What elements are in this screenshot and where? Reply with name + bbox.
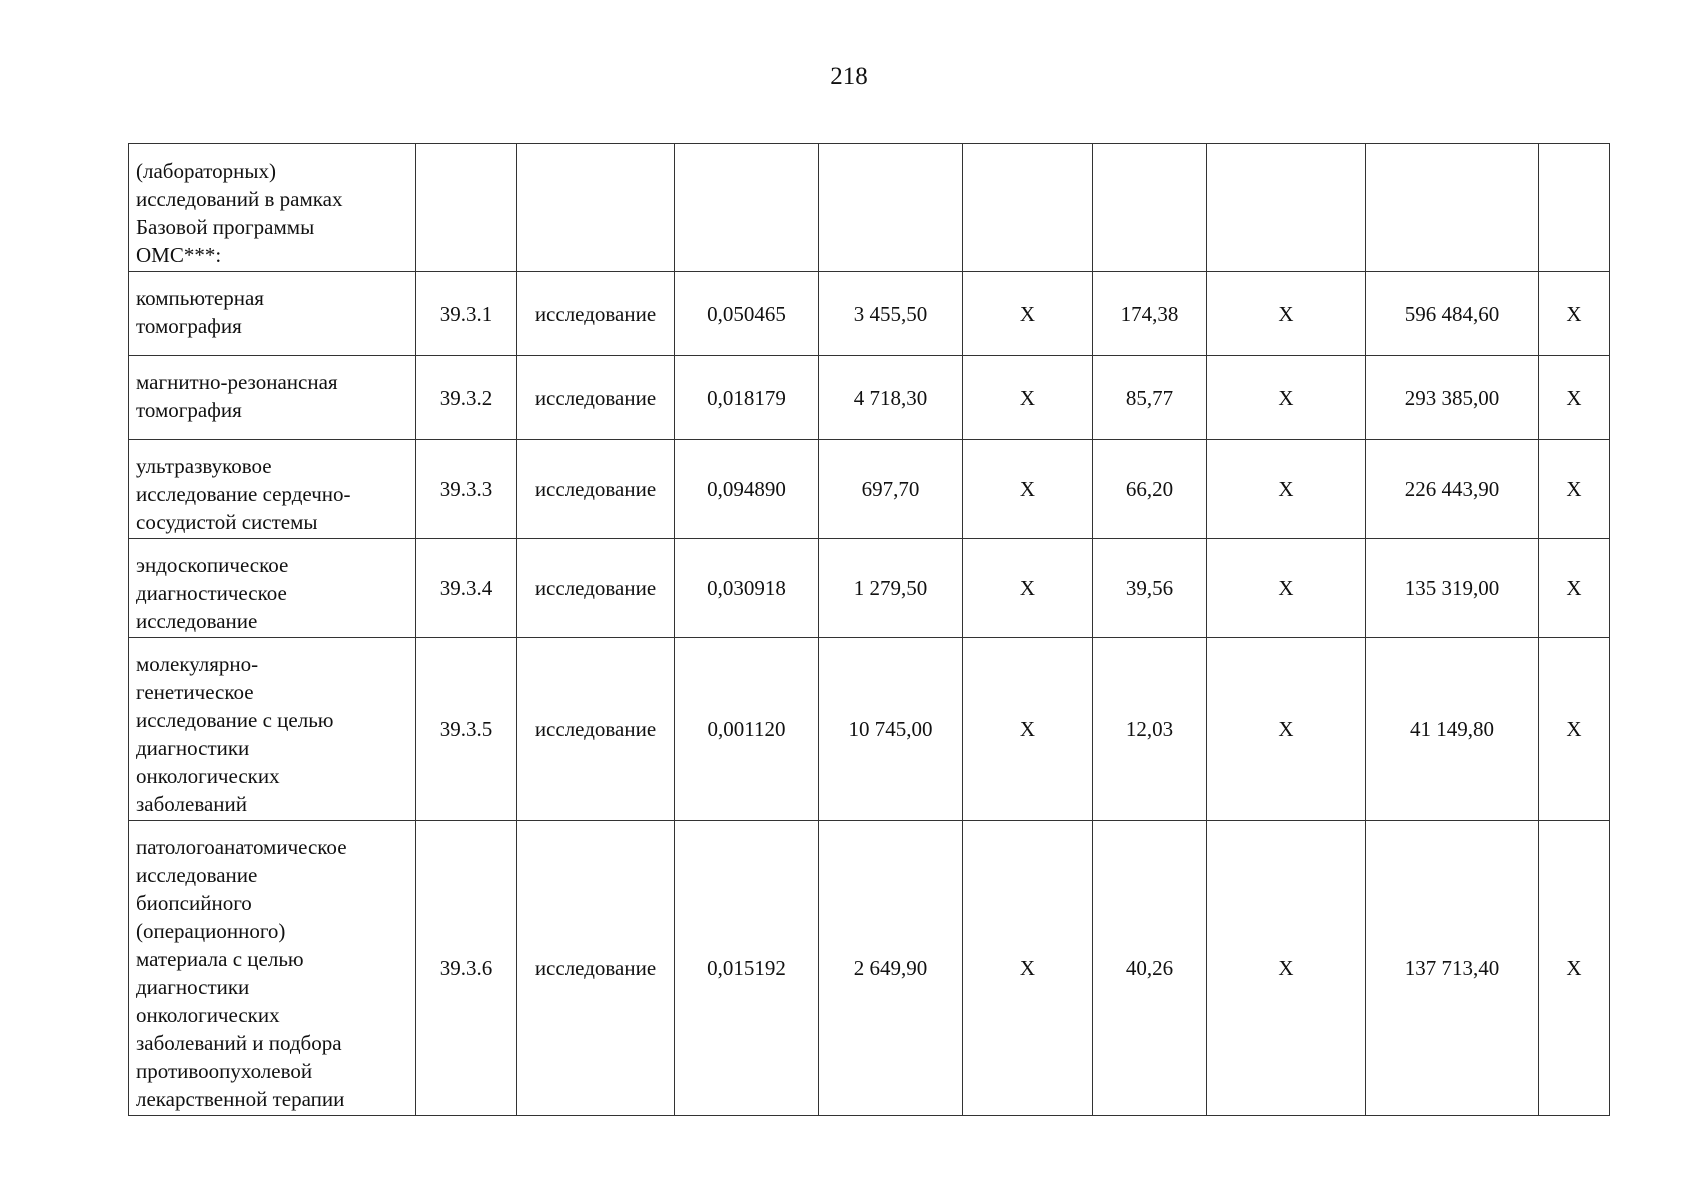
total-cost-cell: 135 319,00 <box>1366 539 1539 638</box>
x-mark-cell <box>1207 144 1366 272</box>
x-mark-cell: Х <box>1207 272 1366 356</box>
row-code-cell: 39.3.6 <box>416 821 517 1116</box>
row-code-cell: 39.3.3 <box>416 440 517 539</box>
x-mark-cell: Х <box>1539 638 1610 821</box>
volume-norm-cell: 0,001120 <box>675 638 819 821</box>
table-row <box>129 638 1610 821</box>
service-name-cell: компьютерная томография <box>129 272 416 356</box>
cost-per-unit-cell <box>819 144 963 272</box>
volume-norm-cell: 0,050465 <box>675 272 819 356</box>
unit-cell <box>517 144 675 272</box>
table-row <box>129 144 1610 272</box>
service-name-cell: магнитно-резонансная томография <box>129 356 416 440</box>
x-mark-cell: Х <box>963 821 1093 1116</box>
total-cost-cell: 41 149,80 <box>1366 638 1539 821</box>
table-row <box>129 272 1610 356</box>
total-cost-cell: 226 443,90 <box>1366 440 1539 539</box>
volume-norm-cell: 0,015192 <box>675 821 819 1116</box>
table-row <box>129 356 1610 440</box>
x-mark-cell: Х <box>1539 440 1610 539</box>
total-cost-cell: 293 385,00 <box>1366 356 1539 440</box>
x-mark-cell: Х <box>1207 440 1366 539</box>
x-mark-cell: Х <box>1539 272 1610 356</box>
x-mark-cell: Х <box>1207 356 1366 440</box>
cost-per-unit-cell: 697,70 <box>819 440 963 539</box>
x-mark-cell: Х <box>1539 539 1610 638</box>
per-capita-norm-cell: 12,03 <box>1093 638 1207 821</box>
cost-per-unit-cell: 10 745,00 <box>819 638 963 821</box>
x-mark-cell: Х <box>963 539 1093 638</box>
per-capita-norm-cell <box>1093 144 1207 272</box>
service-name-cell: (лабораторных) исследований в рамках Базовой программы ОМС***: <box>129 144 416 272</box>
page-number: 218 <box>830 63 868 90</box>
x-mark-cell: Х <box>963 356 1093 440</box>
x-mark-cell: Х <box>1207 821 1366 1116</box>
x-mark-cell: Х <box>1207 638 1366 821</box>
x-mark-cell: Х <box>1539 356 1610 440</box>
row-code-cell: 39.3.5 <box>416 638 517 821</box>
cost-per-unit-cell: 2 649,90 <box>819 821 963 1116</box>
service-name-cell: ультразвуковое исследование сердечно- сосудистой системы <box>129 440 416 539</box>
cost-per-unit-cell: 3 455,50 <box>819 272 963 356</box>
service-name-cell: молекулярно- генетическое исследование с целью диагностики онкологических заболеваний <box>129 638 416 821</box>
x-mark-cell <box>1539 144 1610 272</box>
total-cost-cell: 137 713,40 <box>1366 821 1539 1116</box>
volume-norm-cell: 0,030918 <box>675 539 819 638</box>
data-table <box>128 143 1610 1116</box>
per-capita-norm-cell: 85,77 <box>1093 356 1207 440</box>
service-name-cell: эндоскопическое диагностическое исследование <box>129 539 416 638</box>
table-row <box>129 821 1610 1116</box>
unit-cell: исследование <box>517 638 675 821</box>
row-code-cell <box>416 144 517 272</box>
x-mark-cell: Х <box>963 638 1093 821</box>
per-capita-norm-cell: 39,56 <box>1093 539 1207 638</box>
cost-per-unit-cell: 4 718,30 <box>819 356 963 440</box>
row-code-cell: 39.3.2 <box>416 356 517 440</box>
total-cost-cell: 596 484,60 <box>1366 272 1539 356</box>
volume-norm-cell <box>675 144 819 272</box>
table-row <box>129 440 1610 539</box>
service-name-cell: патологоанатомическое исследование биопсийного (операционного) материала с целью диагностики онкологических заболеваний и подбора противоопухолевой лекарственной терапии <box>129 821 416 1116</box>
cost-per-unit-cell: 1 279,50 <box>819 539 963 638</box>
x-mark-cell: Х <box>1539 821 1610 1116</box>
unit-cell: исследование <box>517 440 675 539</box>
total-cost-cell <box>1366 144 1539 272</box>
unit-cell: исследование <box>517 539 675 638</box>
unit-cell: исследование <box>517 356 675 440</box>
row-code-cell: 39.3.1 <box>416 272 517 356</box>
unit-cell: исследование <box>517 272 675 356</box>
x-mark-cell: Х <box>1207 539 1366 638</box>
x-mark-cell: Х <box>963 272 1093 356</box>
volume-norm-cell: 0,094890 <box>675 440 819 539</box>
volume-norm-cell: 0,018179 <box>675 356 819 440</box>
unit-cell: исследование <box>517 821 675 1116</box>
x-mark-cell <box>963 144 1093 272</box>
per-capita-norm-cell: 66,20 <box>1093 440 1207 539</box>
row-code-cell: 39.3.4 <box>416 539 517 638</box>
table-body <box>129 144 1610 1116</box>
table-row <box>129 539 1610 638</box>
x-mark-cell: Х <box>963 440 1093 539</box>
per-capita-norm-cell: 40,26 <box>1093 821 1207 1116</box>
per-capita-norm-cell: 174,38 <box>1093 272 1207 356</box>
